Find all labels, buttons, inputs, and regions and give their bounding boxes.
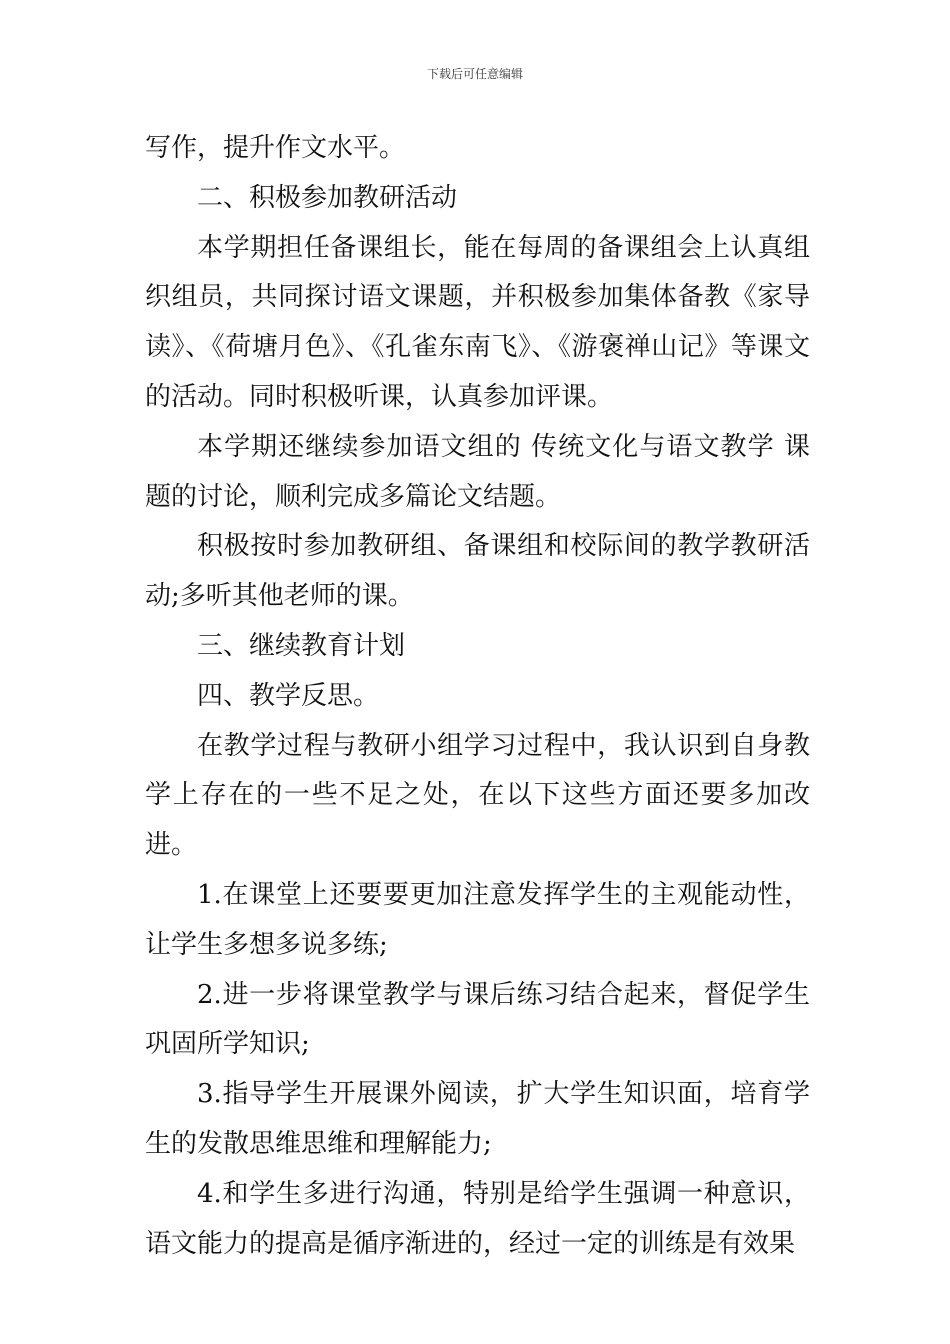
list-item: 4.和学生多进行沟通，特别是给学生强调一种意识，语文能力的提高是循序渐进的，经过一定的训练是有效果	[145, 1178, 810, 1259]
page-header-note: 下载后可任意编辑	[426, 67, 523, 81]
document-body	[145, 124, 810, 1269]
list-item: 1.在课堂上还要要更加注意发挥学生的主观能动性，让学生多想多说多练;	[145, 879, 810, 960]
paragraph: 积极按时参加教研组、备课组和校际间的教学教研活动;多听其他老师的课。	[145, 531, 810, 612]
paragraph: 本学期还继续参加语文组的 传统文化与语文教学 课题的讨论，顺利完成多篇论文结题。	[145, 431, 810, 512]
section-heading-4: 四、教学反思。	[197, 680, 380, 711]
paragraph-continuation: 写作，提升作文水平。	[145, 133, 406, 163]
paragraph: 在教学过程与教研小组学习过程中，我认识到自身教学上存在的一些不足之处，在以下这些方面还要多加改进。	[145, 730, 810, 861]
section-heading-3: 三、继续教育计划	[197, 630, 406, 661]
section-heading-2: 二、积极参加教研活动	[197, 182, 458, 213]
paragraph: 本学期担任备课组长，能在每周的备课组会上认真组织组员，共同探讨语文课题，并积极参加集体备教《家导读》、《荷塘月色》、《孔雀东南飞》、《游褒禅山记》等课文的活动。同时积极听课，认真参加评课。	[145, 232, 810, 412]
list-item: 2.进一步将课堂教学与课后练习结合起来，督促学生巩固所学知识;	[145, 979, 810, 1060]
list-item: 3.指导学生开展课外阅读，扩大学生知识面，培育学生的发散思维思维和理解能力;	[145, 1079, 810, 1159]
